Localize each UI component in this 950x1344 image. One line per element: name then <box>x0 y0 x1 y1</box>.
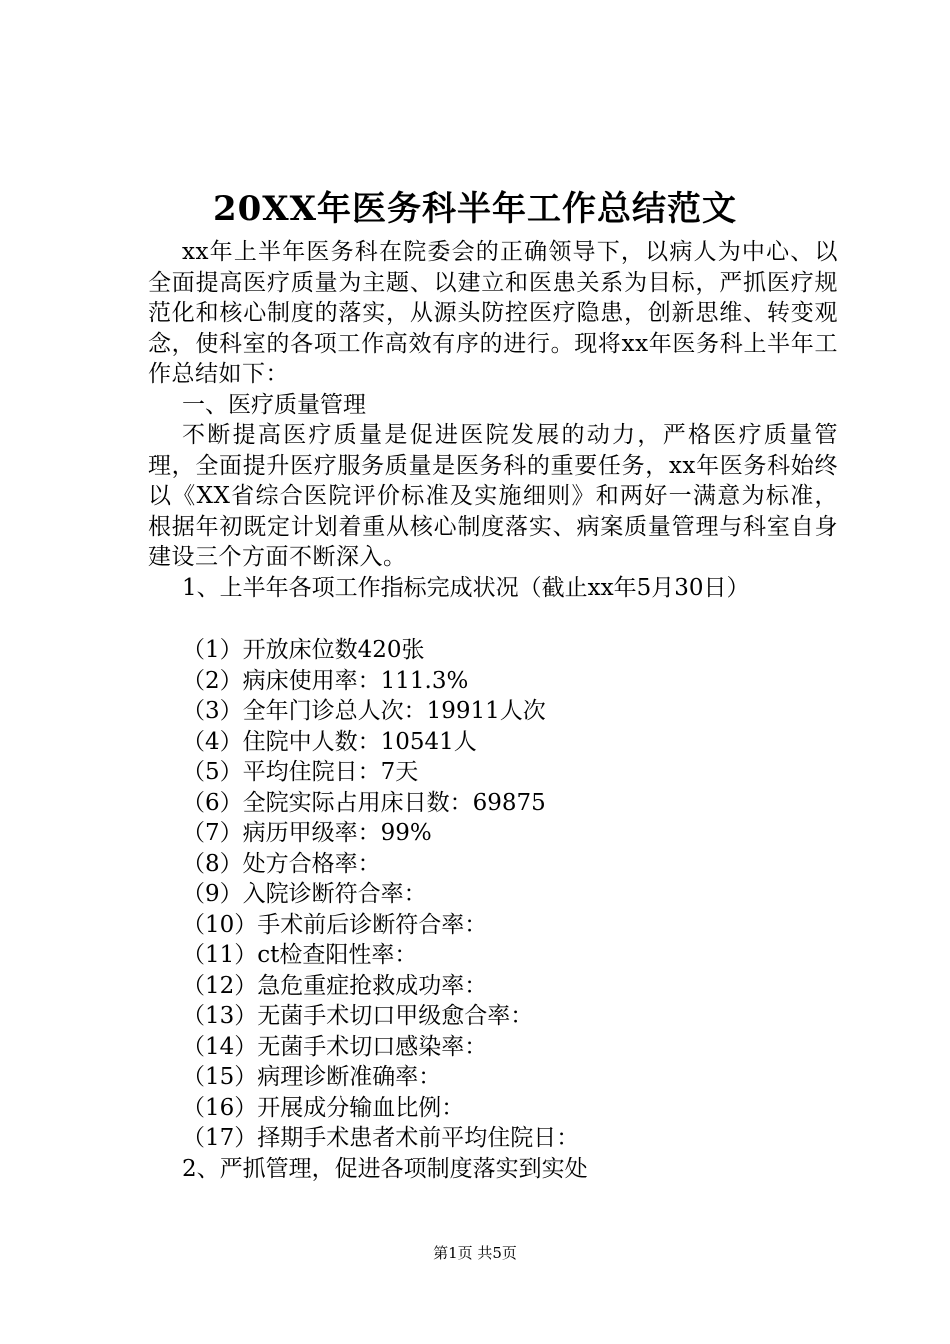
list-item: （17）择期手术患者术前平均住院日： <box>182 1125 580 1151</box>
section-heading-1: 一、医疗质量管理 <box>182 391 366 418</box>
list-item: （1）开放床位数420张 <box>182 637 425 663</box>
list-item: （2）病床使用率：111.3% <box>182 667 469 694</box>
list-item: （4）住院中人数：10541人 <box>182 728 477 755</box>
document-body <box>148 237 838 1184</box>
blank-line <box>148 603 838 635</box>
subsection-heading-2: 2、严抓管理，促进各项制度落实到实处 <box>182 1155 588 1182</box>
list-item: （5）平均住院日：7天 <box>182 759 419 785</box>
subsection-heading-1: 1、上半年各项工作指标完成状况（截止xx年5月30日） <box>182 574 750 601</box>
indicator-list <box>148 635 838 1154</box>
list-item: （12）急危重症抢救成功率： <box>182 972 488 999</box>
list-item: （16）开展成分输血比例： <box>182 1094 465 1121</box>
document-title: 20XX年医务科半年工作总结范文 <box>212 189 738 229</box>
list-item: （7）病历甲级率：99% <box>182 820 432 846</box>
list-item: （10）手术前后诊断符合率： <box>182 911 488 938</box>
list-item: （8）处方合格率： <box>182 850 381 877</box>
page-number: 第1页 共5页 <box>433 1244 517 1262</box>
list-item: （6）全院实际占用床日数：69875 <box>182 789 546 816</box>
list-item: （14）无菌手术切口感染率： <box>182 1033 488 1060</box>
intro-paragraph: xx年上半年医务科在院委会的正确领导下，以病人为中心、以全面提高医疗质量为主题、以建立和医患关系为目标，严抓医疗规范化和核心制度的落实，从源头防控医疗隐患，创新思维、转变观念，使科室的各项工作高效有序的进行。现将xx年医务科上半年工作总结如下： <box>148 239 838 387</box>
list-item: （15）病理诊断准确率： <box>182 1064 442 1090</box>
list-item: （9）入院诊断符合率： <box>182 881 427 907</box>
list-item: （11）ct检查阳性率： <box>182 942 418 968</box>
list-item: （3）全年门诊总人次：19911人次 <box>182 698 546 724</box>
section-1-paragraph: 不断提高医疗质量是促进医院发展的动力，严格医疗质量管理，全面提升医疗服务质量是医务科的重要任务，xx年医务科始终以《XX省综合医院评价标准及实施细则》和两好一满意为标准，根据年初既定计划着重从核心制度落实、病案质量管理与科室自身建设三个方面不断深入。 <box>148 422 838 570</box>
list-item: （13）无菌手术切口甲级愈合率： <box>182 1003 534 1029</box>
